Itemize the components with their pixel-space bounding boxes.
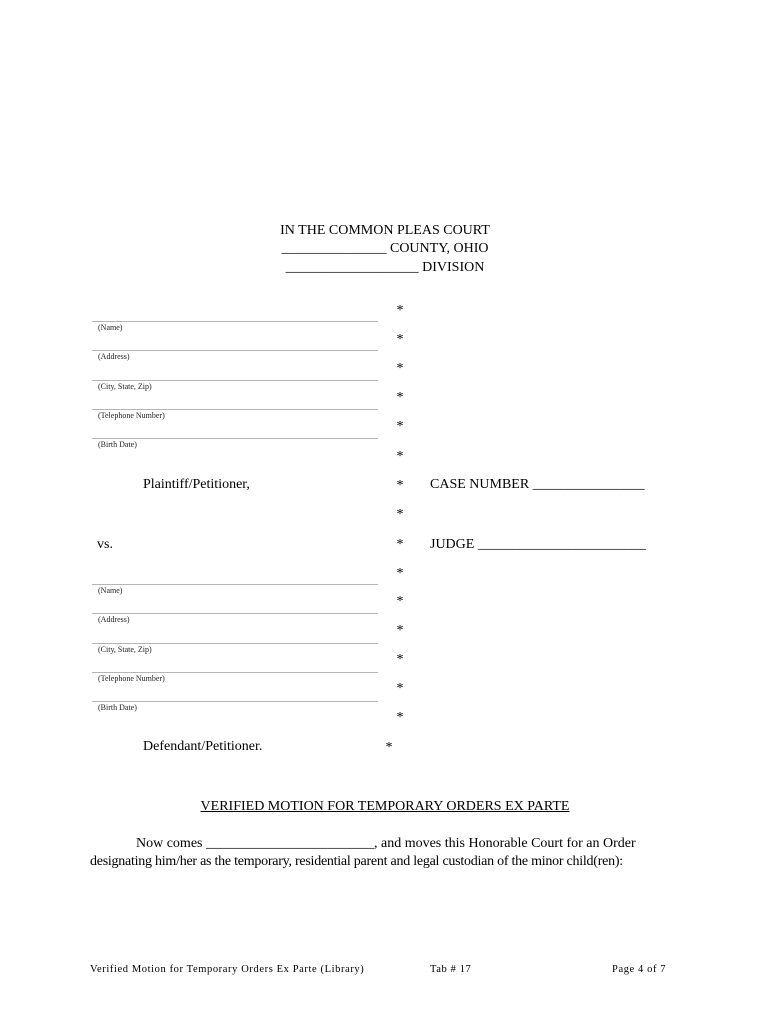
defendant-address-label: (Address) [98, 615, 130, 624]
plaintiff-name-line[interactable] [92, 321, 378, 322]
defendant-birthdate-line[interactable] [92, 701, 378, 702]
case-number-field[interactable]: CASE NUMBER ________________ [430, 477, 645, 492]
caption-star: * [396, 623, 404, 638]
footer-page-number: Page 4 of 7 [612, 964, 667, 975]
plaintiff-address-line[interactable] [92, 350, 378, 351]
plaintiff-phone-label: (Telephone Number) [98, 411, 165, 420]
caption-star: * [385, 740, 393, 755]
versus-text: vs. [97, 537, 113, 552]
caption-star: * [396, 681, 404, 696]
caption-star: * [396, 652, 404, 667]
motion-title: VERIFIED MOTION FOR TEMPORARY ORDERS EX PARTE [200, 799, 570, 814]
defendant-role: Defendant/Petitioner. [143, 739, 263, 754]
caption-star: * [396, 566, 404, 581]
caption-star: * [396, 710, 404, 725]
caption-star: * [396, 332, 404, 347]
county-line: _______________ COUNTY, OHIO [281, 241, 489, 256]
defendant-phone-label: (Telephone Number) [98, 674, 165, 683]
caption-star: * [396, 361, 404, 376]
footer-tab: Tab # 17 [430, 964, 472, 975]
caption-star: * [396, 303, 404, 318]
judge-field[interactable]: JUDGE ________________________ [430, 537, 646, 552]
caption-star: * [396, 419, 404, 434]
plaintiff-phone-line[interactable] [92, 409, 378, 410]
caption-star: * [396, 537, 404, 552]
court-name: IN THE COMMON PLEAS COURT [280, 223, 490, 238]
footer-doc-title: Verified Motion for Temporary Orders Ex Parte (Library) [90, 964, 365, 975]
plaintiff-role: Plaintiff/Petitioner, [143, 477, 250, 492]
plaintiff-birthdate-label: (Birth Date) [98, 440, 137, 449]
caption-star: * [396, 390, 404, 405]
defendant-name-label: (Name) [98, 586, 123, 595]
caption-star: * [396, 449, 404, 464]
defendant-birthdate-label: (Birth Date) [98, 703, 137, 712]
caption-star: * [396, 478, 404, 493]
defendant-city-label: (City, State, Zip) [98, 645, 152, 654]
plaintiff-address-label: (Address) [98, 352, 130, 361]
motion-line-1: Now comes ________________________, and moves this Honorable Court for an Order [136, 836, 636, 851]
plaintiff-birthdate-line[interactable] [92, 438, 378, 439]
defendant-phone-line[interactable] [92, 672, 378, 673]
caption-star: * [396, 594, 404, 609]
defendant-city-line[interactable] [92, 643, 378, 644]
motion-line-2: designating him/her as the temporary, residential parent and legal custodian of the minor child(ren): [90, 854, 623, 869]
defendant-address-line[interactable] [92, 613, 378, 614]
defendant-name-line[interactable] [92, 584, 378, 585]
plaintiff-city-label: (City, State, Zip) [98, 382, 152, 391]
division-line: ___________________ DIVISION [285, 260, 485, 275]
plaintiff-name-label: (Name) [98, 323, 123, 332]
caption-star: * [396, 507, 404, 522]
plaintiff-city-line[interactable] [92, 380, 378, 381]
